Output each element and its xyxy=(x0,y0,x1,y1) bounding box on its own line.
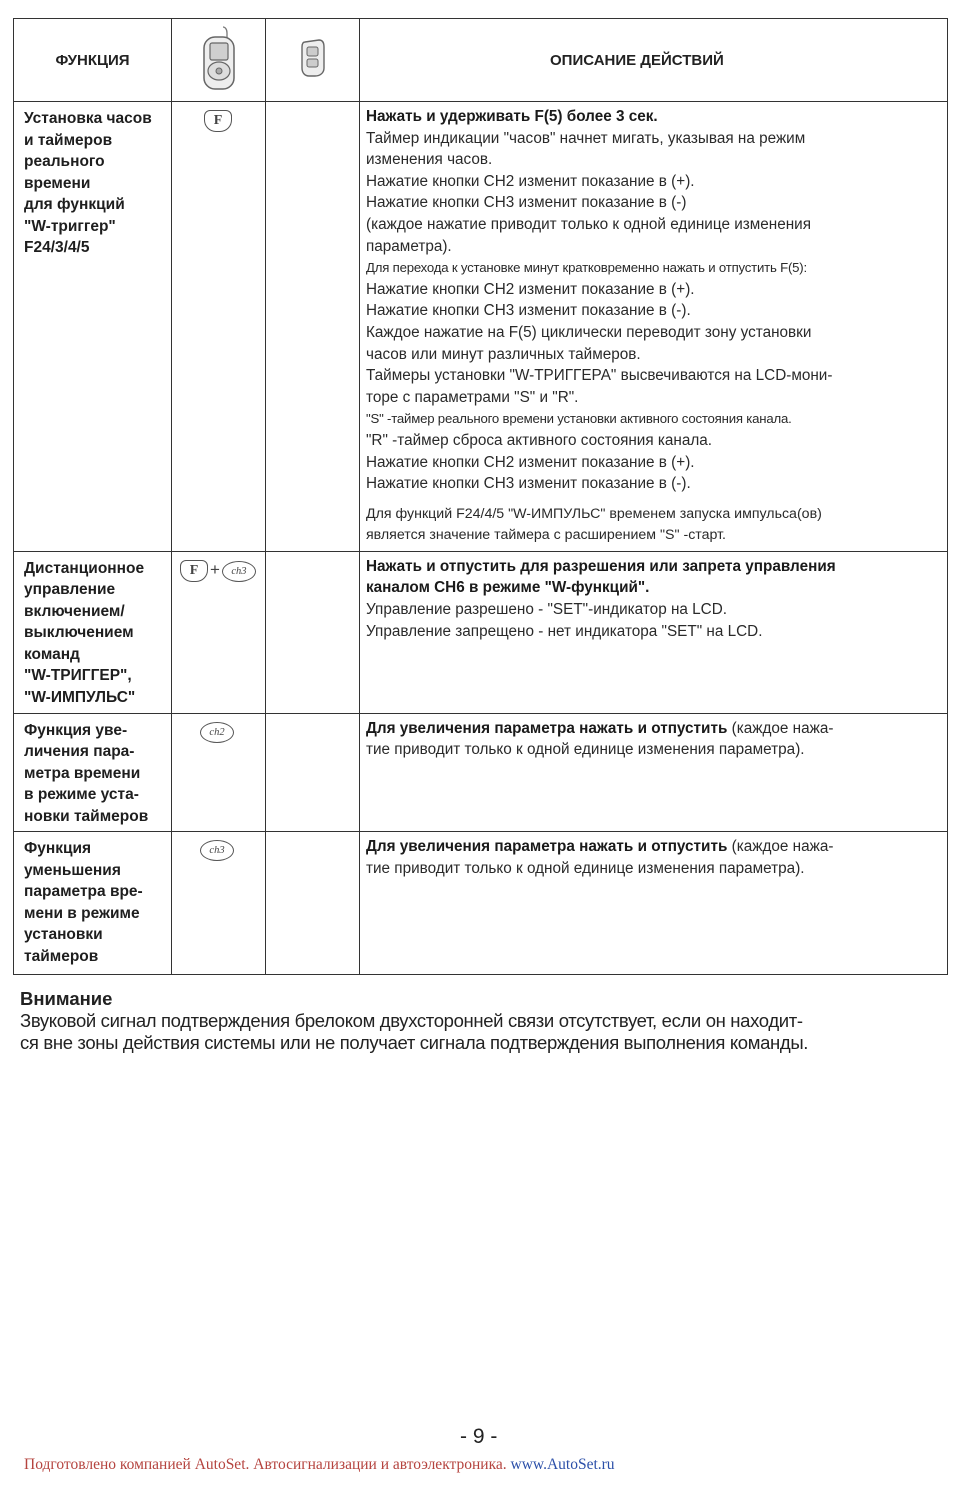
description-line: "R" -таймер сброса активного состояния канала. xyxy=(366,431,713,449)
description-line: Каждое нажатие на F(5) циклически переводит зону установки xyxy=(366,323,812,341)
description-text: (каждое нажа- xyxy=(727,838,834,856)
header-key-fob-1 xyxy=(172,19,266,102)
description-line: является значение таймера с расширением "S" -старт. xyxy=(366,527,726,544)
description-line: параметра). xyxy=(366,237,452,255)
key-cell xyxy=(172,551,266,713)
description-bold: Для увеличения параметра нажать и отпустить xyxy=(366,719,728,737)
function-cell xyxy=(14,713,172,832)
key-cell xyxy=(172,713,266,832)
function-cell xyxy=(14,102,172,552)
description-line: Нажатие кнопки CH3 изменит показание в (-). xyxy=(366,475,691,493)
ch3-button-icon: ch3 xyxy=(200,840,234,861)
function-line: "W-триггер" xyxy=(24,217,116,235)
description-text: (каждое нажа- xyxy=(727,719,834,737)
description-cell xyxy=(360,102,948,552)
description-line: тие приводит только к одной единице изменения параметра). xyxy=(366,859,805,877)
header-key-fob-2 xyxy=(266,19,360,102)
function-line: F24/3/4/5 xyxy=(24,239,90,256)
notice-text-line: Звуковой сигнал подтверждения брелоком двухсторонней связи отсутствует, если он находит- xyxy=(20,1010,803,1031)
footer xyxy=(24,1456,615,1474)
function-line: включением/ xyxy=(24,602,125,620)
key-cell xyxy=(172,102,266,552)
function-cell xyxy=(14,832,172,975)
description-line: изменения часов. xyxy=(366,151,493,169)
function-line: Дистанционное xyxy=(24,559,145,577)
description-bold: Нажать и удерживать F(5) более 3 сек. xyxy=(366,108,658,125)
key-cell-empty xyxy=(266,102,360,552)
description-line: тие приводит только к одной единице изменения параметра). xyxy=(366,741,805,759)
description-cell xyxy=(360,551,948,713)
function-line: для функций xyxy=(24,196,125,213)
table-row xyxy=(14,102,948,552)
function-line: в режиме уста- xyxy=(24,786,139,804)
f-button-icon: F xyxy=(204,110,232,132)
description-line: Нажатие кнопки CH3 изменит показание в (-). xyxy=(366,302,691,320)
function-line: выключением xyxy=(24,624,134,642)
function-line: мени в режиме xyxy=(24,904,140,922)
description-line: Нажатие кнопки CH2 изменит показание в (+). xyxy=(366,280,695,298)
notice-title: Внимание xyxy=(20,988,113,1009)
description-line: Таймер индикации "часов" начнет мигать, указывая на режим xyxy=(366,129,806,147)
key-cell-empty xyxy=(266,832,360,975)
function-table xyxy=(13,18,948,975)
function-line: и таймеров xyxy=(24,131,113,149)
description-cell xyxy=(360,713,948,832)
key-cell xyxy=(172,832,266,975)
function-line: команд xyxy=(24,645,80,663)
table-header-row xyxy=(14,19,948,102)
two-way-lcd-key-fob-icon xyxy=(201,25,237,91)
ch2-button-icon: ch2 xyxy=(200,722,234,743)
description-bold: Для увеличения параметра нажать и отпустить xyxy=(366,838,728,856)
description-line: Нажатие кнопки CH2 изменит показание в (+). xyxy=(366,453,695,471)
header-function: ФУНКЦИЯ xyxy=(14,19,172,102)
description-bold: Нажать и отпустить для разрешения или запрета управления xyxy=(366,557,836,575)
key-cell-empty xyxy=(266,551,360,713)
function-cell xyxy=(14,551,172,713)
function-line: времени xyxy=(24,174,91,192)
function-line: параметра вре- xyxy=(24,883,143,901)
description-bold: каналом CH6 в режиме "W-функций". xyxy=(366,579,650,597)
function-line: уменьшения xyxy=(24,861,121,879)
function-line: метра времени xyxy=(24,764,141,782)
page-number: - 9 - xyxy=(460,1425,498,1448)
description-line: Таймеры установки "W-ТРИГГЕРА" высвечиваются на LCD-мони- xyxy=(366,367,833,385)
description-line: торе с параметрами "S" и "R". xyxy=(366,388,579,406)
ch3-button-icon: ch3 xyxy=(222,561,256,582)
key-cell-empty xyxy=(266,713,360,832)
function-line: Функция xyxy=(24,840,92,858)
function-line: таймеров xyxy=(24,947,99,965)
description-line: "S" -таймер реального времени установки активного состояния канала. xyxy=(366,411,792,427)
footer-link[interactable]: www.AutoSet.ru xyxy=(510,1456,615,1473)
description-line: Управление разрешено - "SET"-индикатор на LCD. xyxy=(366,601,728,619)
function-line: управление xyxy=(24,581,116,599)
function-line: реального xyxy=(24,153,105,170)
description-line: Нажатие кнопки CH2 изменит показание в (+). xyxy=(366,172,695,190)
function-line: Установка часов xyxy=(24,110,152,127)
one-way-key-fob-icon xyxy=(300,38,326,78)
description-line: часов или минут различных таймеров. xyxy=(366,345,641,363)
footer-text: Подготовлено компанией AutoSet. Автосигнализации и автоэлектроника. xyxy=(24,1456,507,1473)
notice-block xyxy=(20,988,950,1054)
f-button-icon: F xyxy=(180,560,208,582)
function-line: "W-ТРИГГЕР", xyxy=(24,667,132,685)
function-line: установки xyxy=(24,926,103,944)
function-line: новки таймеров xyxy=(24,807,149,825)
table-row xyxy=(14,832,948,975)
description-line: Для функций F24/4/5 "W-ИМПУЛЬС" временем запуска импульса(ов) xyxy=(366,505,822,522)
function-line: "W-ИМПУЛЬС" xyxy=(24,688,136,706)
description-cell xyxy=(360,832,948,975)
description-line: (каждое нажатие приводит только к одной единице изменения xyxy=(366,215,812,233)
description-line: Для перехода к установке минут кратковременно нажать и отпустить F(5): xyxy=(366,260,807,276)
table-row xyxy=(14,551,948,713)
plus-sign: + xyxy=(210,559,220,579)
header-description: ОПИСАНИЕ ДЕЙСТВИЙ xyxy=(360,19,948,102)
notice-text-line: ся вне зоны действия системы или не получает сигнала подтверждения выполнения команды. xyxy=(20,1032,809,1053)
function-line: Функция уве- xyxy=(24,721,128,739)
function-line: личения пара- xyxy=(24,743,135,761)
description-line: Управление запрещено - нет индикатора "SET" на LCD. xyxy=(366,622,763,640)
table-row xyxy=(14,713,948,832)
description-line: Нажатие кнопки CH3 изменит показание в (-) xyxy=(366,194,687,212)
